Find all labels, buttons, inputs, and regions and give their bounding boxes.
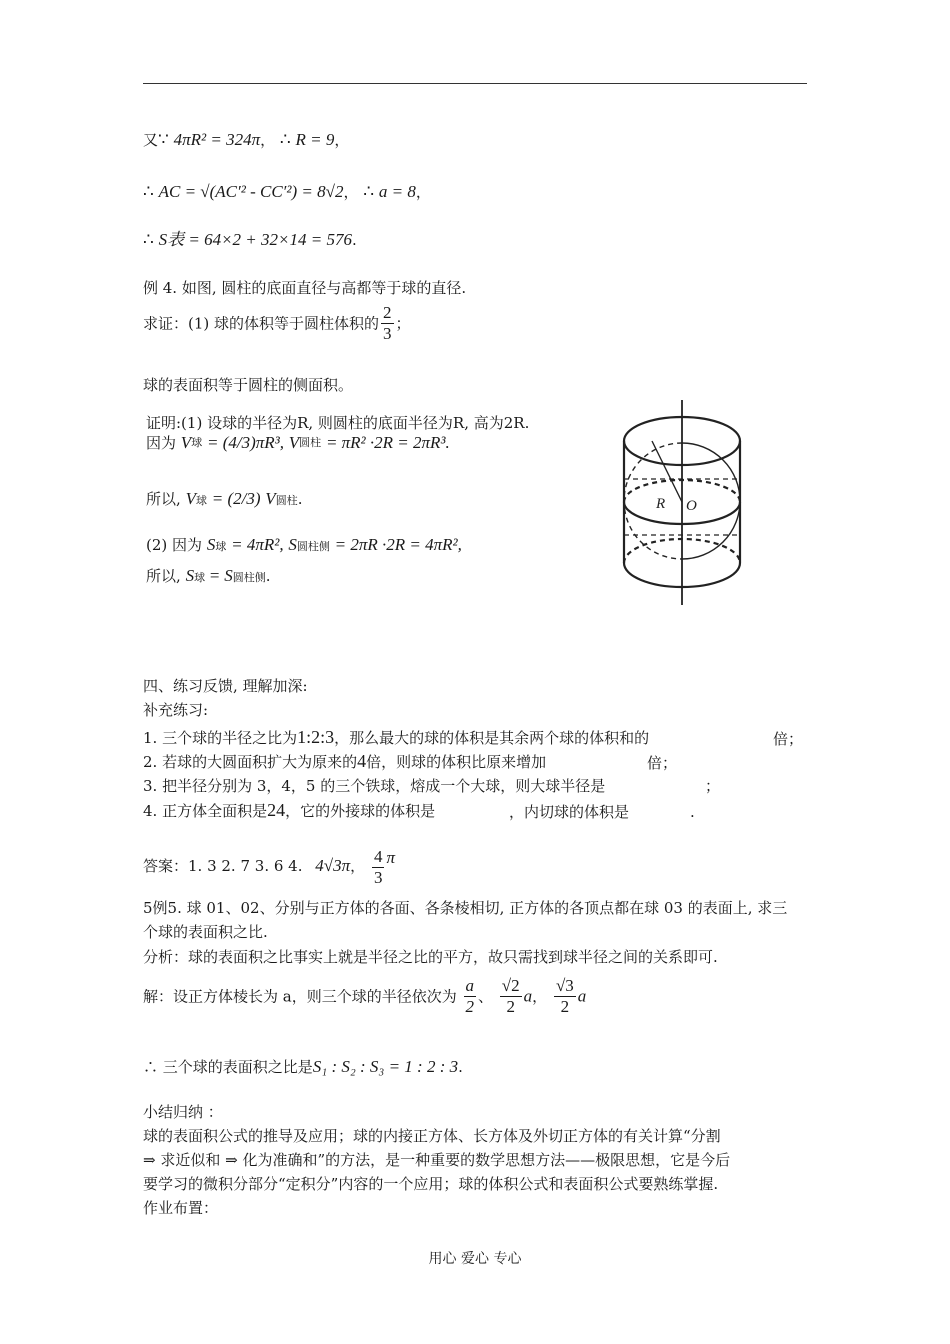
summary-title: 小结归纳 ： <box>143 1103 223 1121</box>
homework-title: 作业布置： <box>143 1199 219 1217</box>
answer-4b-fraction: $\frac{4}{3}$ <box>373 846 383 887</box>
eq-area-ratio: S₁ : S₂ : S₃ = 1 : 2 : 3 <box>312 1057 459 1076</box>
eq-area-324: 4πR² = 324π <box>173 130 261 149</box>
exercise-4-end: . <box>690 803 695 821</box>
exercise-4-mid: ，内切球的体积是 <box>509 803 630 821</box>
exercise-1: 1. 三个球的半径之比为1:2:3，那么最大的球的体积是其余两个球的体积和的 <box>143 727 650 747</box>
proof-ratio-line: 所以, V球 = (2/3) V圆柱. <box>146 489 303 508</box>
proof-volume-line: 因为 V球 = (4/3)πR³, V圆柱 = πR² ·2R = 2πR³. <box>146 433 450 452</box>
radius-2-fraction: $\frac{√2}{2}$ <box>501 976 520 1016</box>
summary-line1: 球的表面积公式的推导及应用；球的内接正方体、长方体及外切正方体的有关计算“分割 <box>143 1127 721 1145</box>
eq-surface-576: S表 = 64×2 + 32×14 = 576 <box>158 230 352 249</box>
cylinder-sphere-figure <box>612 395 762 607</box>
header-rule <box>143 83 807 84</box>
eq-ball-area: = 4πR², <box>231 535 284 554</box>
exercise-3: 3. 把半径分别为 3，4，5 的三个铁球，熔成一个大球，则大球半径是 <box>143 777 606 795</box>
eq-ball-volume: = (4/3)πR³, <box>206 433 284 452</box>
exercise-3-end: ； <box>705 777 721 795</box>
figure-label-o: O <box>686 498 697 514</box>
eq-r-9: R = 9 <box>295 130 335 149</box>
exercise-4: 4. 正方体全面积是24，它的外接球的体积是 <box>143 800 436 820</box>
radius-3-fraction: $\frac{√3}{2}$ <box>555 976 574 1016</box>
section4-subtitle: 补充练习: <box>143 701 209 719</box>
line-radius: 又∵ 4πR² = 324π， ∴ R = 9， <box>143 130 350 149</box>
example5-conclusion: ∴ 三个球的表面积之比是S₁ : S₂ : S₃ = 1 : 2 : 3. <box>143 1057 463 1076</box>
example5-solution: 解：设正方体棱长为 a，则三个球的半径依次为 $\frac{a}{2}$ 、 $\frac{√2}{2}$ a， $\frac{√3}{2}$ a <box>143 976 587 1016</box>
proof-line1: 证明:(1) 设球的半径为R, 则圆柱的底面半径为R, 高为2R. <box>146 414 530 432</box>
page-footer: 用心 爱心 专心 <box>428 1251 522 1267</box>
example4-prove1: 求证：(1) 球的体积等于圆柱体积的 $\frac{2}{3}$ ； <box>143 303 411 343</box>
proof-area-line: (2) 因为 S球 = 4πR², S圆柱侧 = 2πR ·2R = 4πR², <box>146 535 462 554</box>
example5-line1: 5例5. 球 01、02、分别与正方体的各面、各条棱相切, 正方体的各顶点都在球 03 的表面上, 求三 <box>143 899 788 917</box>
fraction-two-thirds: $\frac{2}{3}$ <box>383 303 392 343</box>
answers-line: 答案：1. 3 2. 7 3. 6 4. 4√3π， $\frac{4}{3}$ π <box>143 846 395 887</box>
section4-title: 四、练习反馈, 理解加深: <box>143 677 308 695</box>
exercise-2: 2. 若球的大圆面积扩大为原来的4倍，则球的体积比原来增加 <box>143 751 547 771</box>
eq-cylinder-side-area: = 2πR ·2R = 4πR², <box>334 535 462 554</box>
eq-cylinder-volume: = πR² ·2R = 2πR³. <box>325 433 450 452</box>
eq-a-8: a = 8 <box>378 182 416 201</box>
answer-4a: 4√3π <box>315 856 351 875</box>
exercise-1-end: 倍； <box>773 730 804 748</box>
line-ac: ∴ AC = √(AC′² - CC′²) = 8√2， ∴ a = 8， <box>143 182 431 201</box>
eq-volume-ratio: = (2/3) <box>211 489 261 508</box>
radius-1-fraction: $\frac{a}{2}$ <box>465 976 474 1016</box>
proof-conclusion-line: 所以, S球 = S圆柱侧. <box>146 566 271 585</box>
example5-analysis: 分析：球的表面积之比事实上就是半径之比的平方，故只需找到球半径之间的关系即可. <box>143 948 718 966</box>
example4-title: 例 4. 如图, 圆柱的底面直径与高都等于球的直径. <box>143 279 467 297</box>
summary-line2: ⇒ 求近似和 ⇒ 化为准确和”的方法，是一种重要的数学思想方法——极限思想，它是今后 <box>143 1151 731 1169</box>
figure-label-r: R <box>656 496 666 512</box>
example5-line2: 个球的表面积之比. <box>143 923 268 941</box>
example4-prove2: 球的表面积等于圆柱的侧面积。 <box>143 376 354 394</box>
eq-ac: AC = √(AC′² - CC′²) = 8√2 <box>158 182 344 201</box>
exercise-2-end: 倍； <box>647 754 678 772</box>
summary-line3: 要学习的微积分部分“定积分”内容的一个应用；球的体积公式和表面积公式要熟练掌握. <box>143 1175 719 1193</box>
line-surface: ∴ S表 = 64×2 + 32×14 = 576. <box>143 230 357 249</box>
